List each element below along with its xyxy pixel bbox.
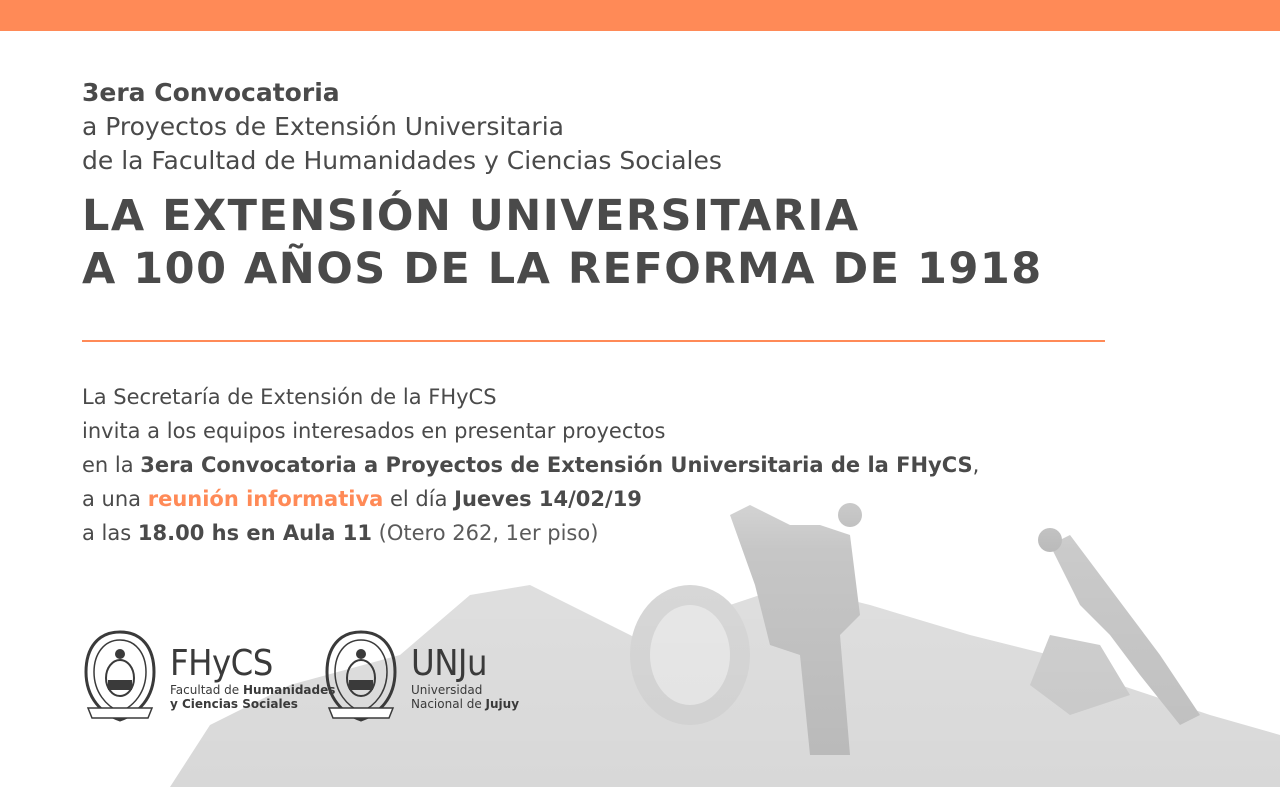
header-line-1: 3era Convocatoria xyxy=(82,78,340,107)
meeting-address: (Otero 262, 1er piso) xyxy=(372,521,599,545)
header-line-3: de la Facultad de Humanidades y Ciencias Sociales xyxy=(82,146,722,175)
fhycs-name-line-1 xyxy=(170,683,335,697)
body-line-4-middle: el día xyxy=(383,487,455,511)
body-line-3-prefix: en la xyxy=(82,453,141,477)
unju-name-line-1: Universidad xyxy=(411,683,483,697)
body-line-3-suffix: , xyxy=(972,453,980,477)
meeting-time: 18.00 xyxy=(137,521,205,545)
meeting-room: Aula 11 xyxy=(282,521,372,545)
fhycs-name-line-2: y Ciencias Sociales xyxy=(170,697,298,711)
fhycs-name-prefix: Facultad de xyxy=(170,683,243,697)
body-line-4-prefix: a una xyxy=(82,487,148,511)
university-seal-icon xyxy=(323,628,399,728)
unju-name-bold: Jujuy xyxy=(485,697,520,711)
body-line-1: La Secretaría de Extensión de la FHyCS xyxy=(82,385,497,409)
fhycs-logo xyxy=(82,628,335,728)
main-title xyxy=(82,190,1043,296)
unju-acronym: UNJu xyxy=(411,643,488,684)
fhycs-name-bold: Humanidades xyxy=(243,683,336,697)
fhycs-text xyxy=(170,645,335,711)
unju-name-prefix: Nacional de xyxy=(411,697,486,711)
unju-logo xyxy=(323,628,519,728)
body-line-5 xyxy=(82,516,979,550)
body-line-5-prefix: a las xyxy=(82,521,138,545)
header-block xyxy=(82,76,722,178)
fhycs-acronym: FHyCS xyxy=(170,643,273,684)
header-line-2: a Proyectos de Extensión Universitaria xyxy=(82,112,564,141)
university-seal-icon xyxy=(82,628,158,728)
meeting-date: Jueves 14/02/19 xyxy=(454,487,642,511)
convocatoria-name: 3era Convocatoria a Proyectos de Extensión Universitaria de la FHyCS xyxy=(140,453,973,477)
invitation-text xyxy=(82,380,979,550)
top-accent-bar xyxy=(0,0,1280,31)
body-line-4 xyxy=(82,482,979,516)
unju-text xyxy=(411,645,519,711)
body-line-5-middle: hs en xyxy=(204,521,283,545)
meeting-highlight: reunión informativa xyxy=(147,487,384,511)
title-line-2: A 100 AÑOS DE LA REFORMA DE 1918 xyxy=(82,244,1043,294)
body-line-2: invita a los equipos interesados en presentar proyectos xyxy=(82,419,666,443)
unju-name-line-2 xyxy=(411,697,519,711)
body-line-3 xyxy=(82,448,979,482)
title-line-1: LA EXTENSIÓN UNIVERSITARIA xyxy=(82,191,860,241)
divider-line xyxy=(82,340,1105,342)
